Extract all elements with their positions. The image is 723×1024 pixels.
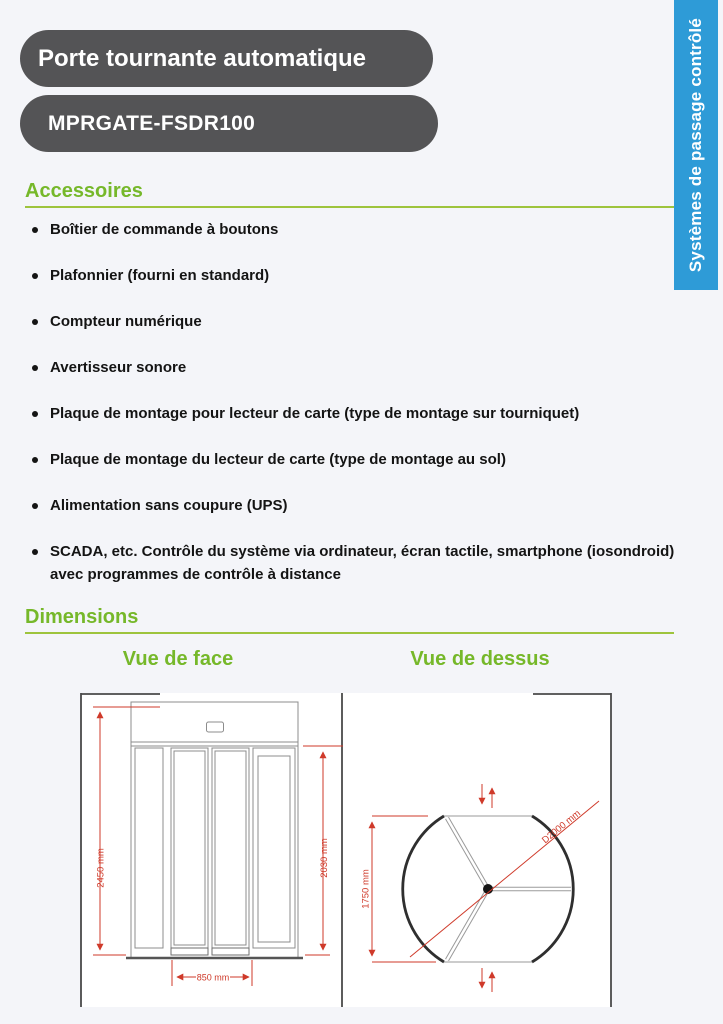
list-item-text: SCADA, etc. Contrôle du système via ordinateur, écran tactile, smartphone (iosondroid) avec programmes de contrôle à distance: [50, 543, 675, 583]
product-model: MPRGATE-FSDR100: [48, 111, 256, 135]
dim-depth-label: 1750 mm: [360, 869, 372, 909]
drawing-frame: [81, 693, 611, 1007]
dim-passage-height-label: 2030 mm: [319, 838, 330, 878]
list-item-text: Plafonnier (fourni en standard): [50, 267, 270, 284]
dimensions-heading: Dimensions: [25, 606, 139, 628]
list-item-text: Compteur numérique: [50, 313, 202, 330]
category-side-banner-label: Systèmes de passage contrôlé: [686, 17, 705, 273]
dim-total-height-label: 2450 mm: [95, 848, 107, 888]
front-view-title: Vue de face: [122, 648, 234, 670]
dim-diameter-label: D2000 mm: [539, 808, 583, 847]
list-item-text: Plaque de montage du lecteur de carte (type de montage au sol): [50, 451, 506, 468]
list-item-text: Boîtier de commande à boutons: [50, 221, 279, 238]
list-item-text: Avertisseur sonore: [50, 359, 187, 376]
top-view-title: Vue de dessus: [410, 648, 550, 670]
list-item-text: Plaque de montage pour lecteur de carte (type de montage sur tourniquet): [50, 405, 580, 422]
dim-wing-width-label: 850 mm: [196, 972, 230, 983]
product-title: Porte tournante automatique: [38, 44, 367, 72]
list-item-text: Alimentation sans coupure (UPS): [50, 497, 288, 514]
accessories-heading: Accessoires: [25, 180, 143, 202]
